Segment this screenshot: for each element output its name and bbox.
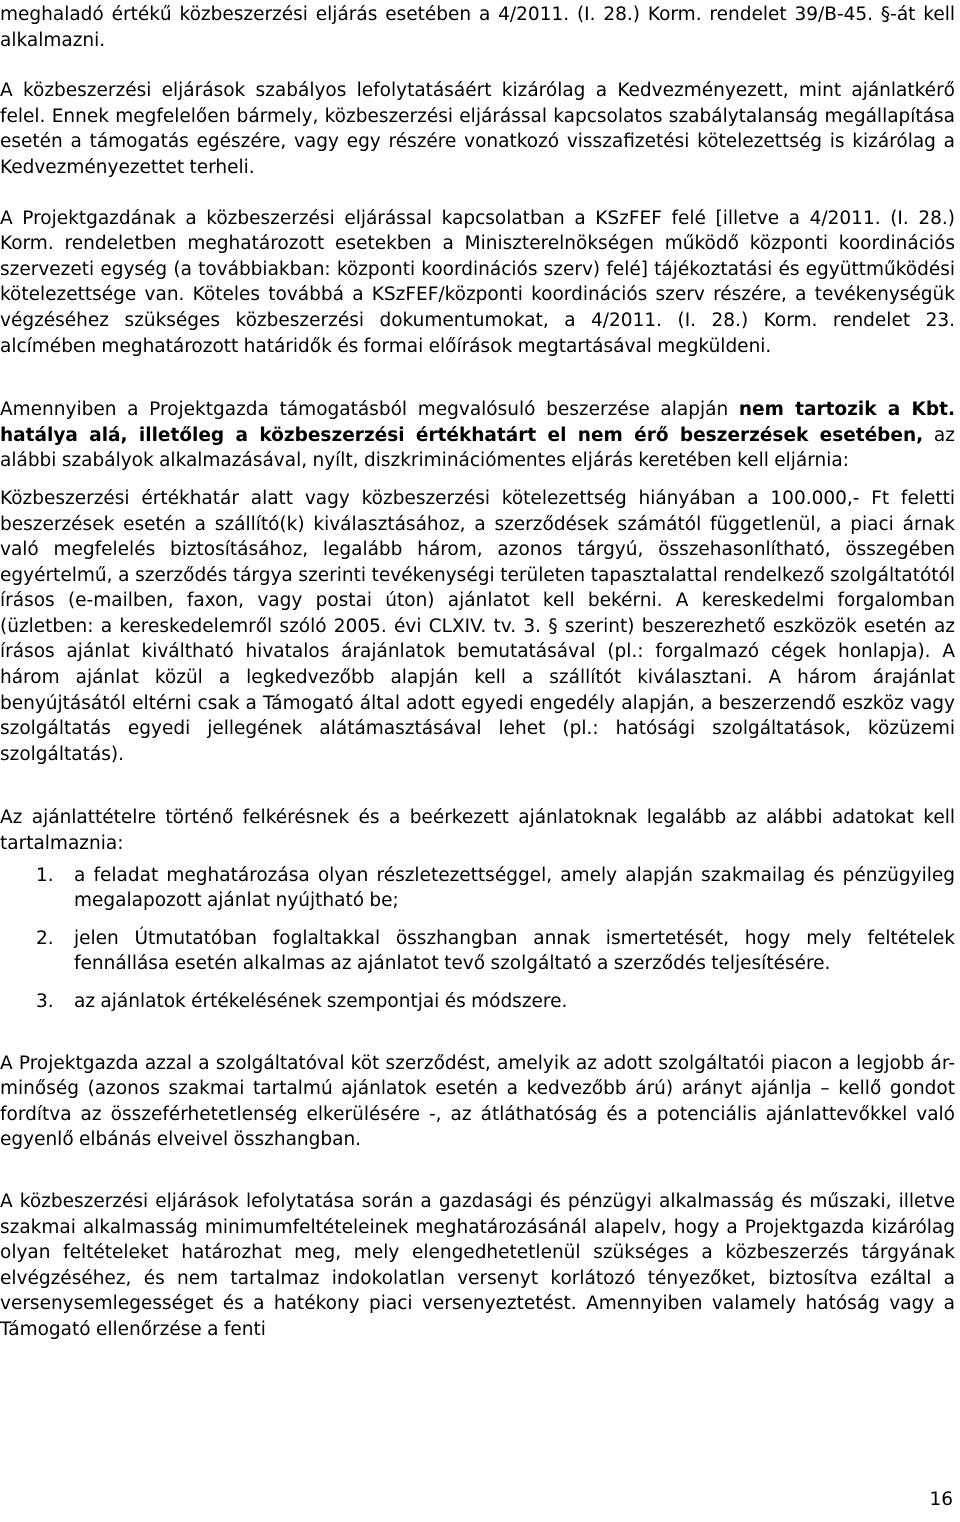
bold-text: hatálya alá, illetőleg a közbeszerzési értékhatárt el nem érő beszerzések esetében,: [0, 424, 924, 446]
list-number: 3.: [36, 991, 54, 1012]
paragraph-qualification: A közbeszerzési eljárások lefolytatása során a gazdasági és pénzügyi alkalmasság és műszaki, illetve szakmai alkalmasság minimumfeltételeinek meghatározásánál alapelv, hogy a Projektgazda kizárólag olyan feltételeket határozhat meg, mely elengedhetetlenül szükséges a közbeszerzés tárgyának elvégzéséhez, és nem tartalmaz indokolatlan versenyt korlátozó tényezőket, biztosítva ezáltal a versenysemlegességet és a hatékony piaci versenyeztetést. Amennyiben valamely hatóság vagy a Támogató ellenőrzése a fenti: [0, 1190, 955, 1340]
list-item-text: a feladat meghatározása olyan részletezettséggel, amely alapján szakmailag és pénzügyileg megalapozott ajánlat nyújtható be;: [74, 864, 955, 912]
list-item-text: jelen Útmutatóban foglaltakkal összhangban annak ismertetését, hogy mely feltételek fennállása esetén alkalmas az ajánlatot tevő szolgáltató a szerződés teljesítésére.: [74, 927, 955, 975]
paragraph-three-offers: Közbeszerzési értékhatár alatt vagy közbeszerzési kötelezettség hiányában a 100.000,- Ft feletti beszerzések esetén a szállító(k) kiválasztásához, a szerződések számától függetlenül, a piaci árnak való megfelelés biztosításához, legalább három, azonos tárgyú, összehasonlítható, összegében egyértelmű, a szerződés tárgya szerinti tevékenységi területen tapasztalattal rendelkező szolgáltatótól írásos (e-mailben, faxon, vagy postai úton) ajánlatot kell bekérni. A kereskedelmi forgalomban (üzletben: a kereskedelemről szóló 2005. évi CLXIV. tv. 3. § szerint) beszerezhető eszközök esetén az írásos ajánlat kiváltható hivatalos árajánlatok bemutatásával (pl.: forgalmazó cégek honlapja). A három ajánlat közül a legkedvezőbb alapján kell a szállítót kiválasztani. A három árajánlat benyújtásától eltérni csak a Támogató által adott egyedi engedély alapján, a beszerzendő eszköz vagy szolgáltatás egyedi jellegének alátámasztásával lehet (pl.: hatósági szolgáltatások, közüzemi szolgáltatás).: [0, 487, 955, 765]
paragraph-contract: A Projektgazda azzal a szolgáltatóval köt szerződést, amelyik az adott szolgáltatói piacon a legjobb ár-minőség (azonos szakmai tartalmú ajánlatok esetén a kedvezőbb árú) arányt ajánlja – kellő gondot fordítva az összeférhetetlenség elkerülésére -, az átláthatóság és a potenciális ajánlattevőkkel való egyenlő elbánás elveivel összhangban.: [0, 1052, 955, 1151]
paragraph-cooperation: A Projektgazdának a közbeszerzési eljárással kapcsolatban a KSzFEF felé [illetve a 4/2011. (I. 28.) Korm. rendeletben meghatározott esetekben a Miniszterelnökségen működő központi koordinációs szervezeti egység (a továbbiakban: központi koordinációs szerv) felé] tájékoztatási és együttműködési kötelezettsége van. Köteles továbbá a KSzFEF/központi koordinációs szerv részére, a tevékenységük végzéséhez szükséges közbeszerzési dokumentumokat, a 4/2011. (I. 28.) Korm. rendelet 23. alcímében meghatározott határidők és formai előírások megtartásával megküldeni.: [0, 207, 955, 357]
paragraph-offer-contents: Az ajánlattételre történő felkérésnek és a beérkezett ajánlatoknak legalább az alábbi adatokat kell tartalmaznia:: [0, 807, 955, 855]
paragraph-below-threshold: [0, 397, 955, 474]
paragraph-responsibility: A közbeszerzési eljárások szabályos lefolytatásáért kizárólag a Kedvezményezett, mint ajánlatkérő felel. Ennek megfelelően bármely, közbeszerzési eljárással kapcsolatos szabálytalanság megállapítása esetén a támogatás egészére, vagy egy részére vonatkozó visszafizetési kötelezettség is kizárólag a Kedvezményezettet terheli.: [0, 80, 955, 178]
list-number: 1.: [36, 864, 54, 886]
text-span: az alábbi szabályok alkalmazásával, nyílt, diszkriminációmentes eljárás keretében kell eljárnia:: [0, 424, 955, 472]
list-item: [36, 926, 955, 977]
list-item: [36, 863, 955, 914]
text-span: Amennyiben a Projektgazda támogatásból megvalósuló beszerzése alapján: [0, 399, 739, 421]
paragraph-continuation: meghaladó értékű közbeszerzési eljárás esetében a 4/2011. (I. 28.) Korm. rendelet 39/B-45. §-át kell alkalmazni.: [0, 4, 955, 51]
numbered-list: [0, 863, 955, 1015]
list-item: [36, 989, 955, 1015]
list-number: 2.: [36, 927, 54, 949]
page-number: 16: [929, 1489, 953, 1510]
bold-text: nem tartozik a Kbt.: [738, 399, 955, 421]
list-item-text: az ajánlatok értékelésének szempontjai és módszere.: [74, 991, 568, 1012]
